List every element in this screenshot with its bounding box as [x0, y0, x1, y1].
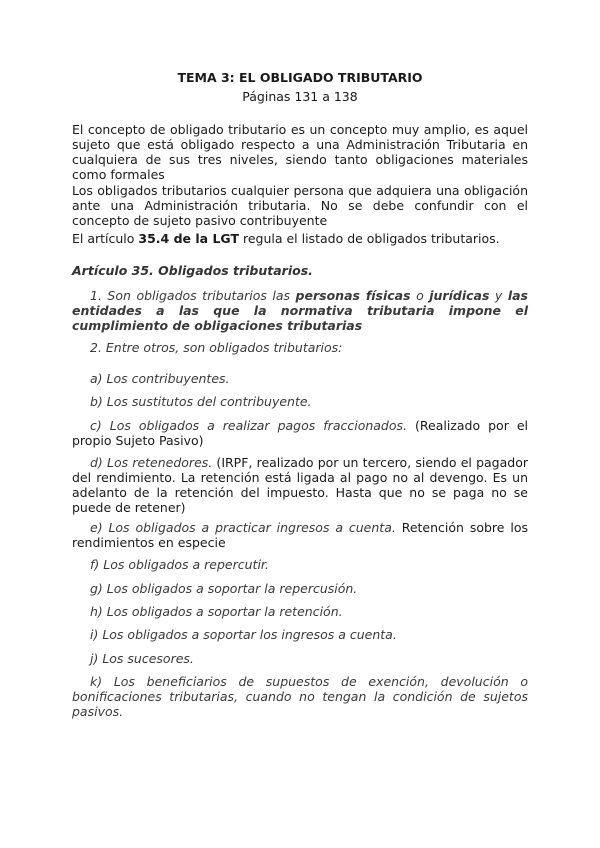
- list-item-c: [72, 418, 528, 448]
- item-j-text: j) Los sucesores.: [90, 651, 194, 666]
- list-item-h: [72, 604, 546, 619]
- article-item-1: [72, 288, 528, 333]
- list-item-k: [72, 674, 528, 719]
- intro-text-3-law: 35.4 de la LGT: [138, 231, 239, 246]
- list-item-d: [72, 455, 528, 515]
- item-c-text: c) Los obligados a realizar pagos fraccionados.: [90, 418, 407, 433]
- item2-text: 2. Entre otros, son obligados tributarios:: [90, 340, 343, 355]
- item1-text-a: 1. Son obligados tributarios las: [90, 288, 296, 303]
- list-item-a: [72, 371, 546, 386]
- item1-text-d: jurídicas: [429, 288, 490, 303]
- item-e-text: e) Los obligados a practicar ingresos a cuenta.: [90, 520, 396, 535]
- list-item-g: [72, 581, 546, 596]
- list-item-b: [72, 394, 546, 409]
- item-f-text: f) Los obligados a repercutir.: [90, 557, 269, 572]
- intro-text-3-post: regula el listado de obligados tributarios.: [238, 231, 500, 246]
- article-heading: Artículo 35. Obligados tributarios.: [72, 263, 313, 278]
- article-item-2: [72, 340, 546, 355]
- item1-text-c: o: [410, 288, 430, 303]
- intro-paragraph-1: [72, 122, 528, 182]
- item-b-text: b) Los sustitutos del contribuyente.: [90, 394, 312, 409]
- item-c-note: (Realizado por el propio Sujeto Pasivo): [72, 418, 529, 448]
- intro-text-2: Los obligados tributarios cualquier persona que adquiera una obligación ante una Administración tributaria. No se debe confundir con el concepto de sujeto pasivo contribuyente: [72, 183, 528, 228]
- list-item-i: [72, 627, 546, 642]
- list-item-j: [72, 651, 546, 666]
- intro-paragraph-3: [72, 231, 528, 246]
- item-d-note: (IRPF, realizado por un tercero, siendo el pagador del rendimiento. La retención está ligada al pago no al devengo. Es un adelanto de la retención del impuesto. Hasta que no se paga no se puede de retener): [72, 455, 528, 515]
- intro-text-3-pre: El artículo: [72, 231, 139, 246]
- intro-text-1: El concepto de obligado tributario es un concepto muy amplio, es aquel sujeto que está obligado respecto a una Administración Tributaria en cualquiera de sus tres niveles, siendo tanto obligaciones materiales como formales: [72, 122, 528, 182]
- list-item-f: [72, 557, 546, 572]
- item-a-text: a) Los contribuyentes.: [90, 371, 230, 386]
- list-item-e: [72, 520, 528, 550]
- item1-text-b: personas físicas: [295, 288, 411, 303]
- item-h-text: h) Los obligados a soportar la retención.: [90, 604, 343, 619]
- item-e-note: Retención sobre los rendimientos en especie: [72, 520, 528, 550]
- item1-text-e: y: [489, 288, 508, 303]
- item1-text-f: las entidades a las que la normativa tributaria impone el cumplimiento de obligaciones tributarias: [72, 288, 528, 333]
- item-i-text: i) Los obligados a soportar los ingresos a cuenta.: [90, 627, 397, 642]
- page-range: Páginas 131 a 138: [242, 89, 358, 104]
- item-g-text: g) Los obligados a soportar la repercusión.: [90, 581, 358, 596]
- item-d-text: d) Los retenedores.: [90, 455, 213, 470]
- item-k-text: k) Los beneficiarios de supuestos de exención, devolución o bonificaciones tributarias, cuando no tengan la condición de sujetos pasivos.: [72, 674, 528, 719]
- document-title: TEMA 3: EL OBLIGADO TRIBUTARIO: [177, 70, 423, 85]
- intro-paragraph-2: [72, 183, 528, 228]
